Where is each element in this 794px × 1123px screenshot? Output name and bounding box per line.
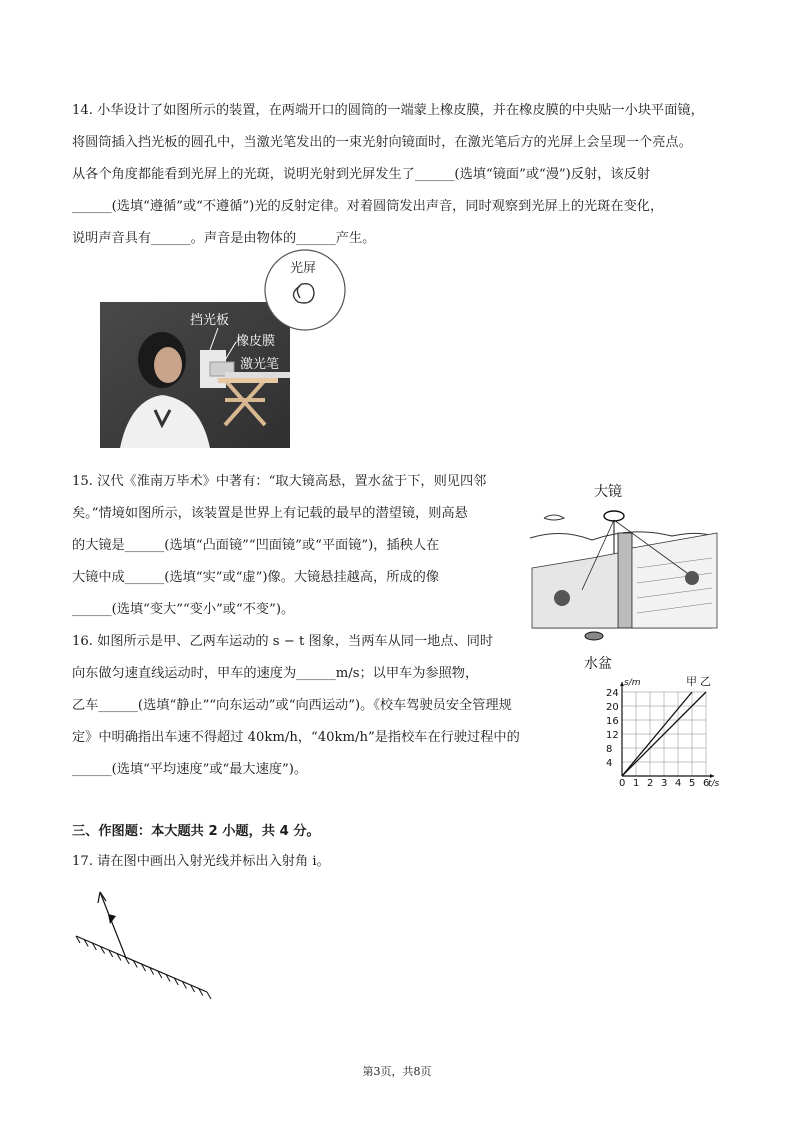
board-label: 挡光板 [190, 313, 230, 328]
y-tick-label: 16 [606, 716, 619, 727]
field [632, 533, 717, 628]
q15-figure [522, 478, 722, 678]
q16-line-4: 定》中明确指出车速不得超过 40km/h，“40km/h”是指校车在行驶过程中的 [72, 730, 520, 745]
q14-line-2: 将圆筒插入挡光板的圆孔中，当激光笔发出的一束光射向镜面时，在激光笔后方的光屏上会呈现一个亮点。 [72, 135, 692, 150]
membrane-label: 橡皮膜 [236, 334, 276, 349]
st-chart [598, 676, 718, 788]
x-tick-label: 6 [703, 778, 710, 789]
house [532, 553, 618, 628]
y-axis-label: s/m [624, 678, 641, 688]
q15-line-3: 的大镜是______(选填“凸面镜”“凹面镜”或“平面镜”)，插秧人在 [72, 538, 440, 553]
q16-line-2: 向东做匀速直线运动时，甲车的速度为______m/s；以甲车为参照物， [72, 666, 479, 681]
q15-line-1: 15. 汉代《淮南万毕术》中著有：“取大镜高悬，置水盆于下，则见四邻 [72, 474, 487, 489]
q16-line-3: 乙车______(选填“静止”“向东运动”或“向西运动”)。《校车驾驶员安全管理规 [72, 698, 512, 713]
laser-label: 激光笔 [240, 357, 280, 372]
screen-label: 光屏 [290, 261, 317, 276]
x-tick-label: 0 [619, 778, 626, 789]
person-planting [685, 571, 699, 585]
x-tick-label: 1 [633, 778, 640, 789]
x-axis-label: t/s [708, 779, 720, 789]
q15-line-2: 矣。”情境如图所示，该装置是世界上有记载的最早的潜望镜，则高悬 [72, 506, 468, 521]
person-sitting [554, 590, 570, 606]
x-axis-arrow-icon [710, 774, 714, 778]
q14-line-4: ______(选填“遵循”或“不遵循”)光的反射定律。对着圆筒发出声音，同时观察到光屏上的光斑在变化， [72, 199, 664, 214]
page-footer: 第3页，共8页 [362, 1065, 432, 1078]
mirror-hatching [76, 936, 211, 999]
x-tick-label: 4 [675, 778, 682, 789]
mirror-icon [604, 511, 624, 521]
q16-line-5: ______(选填“平均速度”或“最大速度”)。 [72, 762, 308, 777]
mirror-label: 大镜 [594, 484, 622, 500]
q15-line-5: ______(选填“变大”“变小”或“不变”)。 [72, 602, 295, 617]
y-tick-label: 20 [606, 702, 619, 713]
x-tick-label: 5 [689, 778, 696, 789]
basin-icon [585, 632, 603, 640]
x-tick-label: 2 [647, 778, 654, 789]
q17-figure [72, 882, 222, 1002]
y-tick-label: 24 [606, 688, 619, 699]
x-tick-label: 3 [661, 778, 668, 789]
y-tick-label: 4 [606, 758, 613, 769]
y-tick-label: 8 [606, 744, 613, 755]
q14-line-5: 说明声音具有______。声音是由物体的______产生。 [72, 231, 376, 246]
q14-line-1: 14. 小华设计了如图所示的装置，在两端开口的圆筒的一端蒙上橡皮膜，并在橡皮膜的中央贴一小块平面镜， [72, 103, 704, 118]
q14-figure [100, 250, 350, 450]
q14-line-3: 从各个角度都能看到光屏上的光斑，说明光射到光屏发生了______(选填“镜面”或“漫”)反射，该反射 [72, 167, 650, 182]
basin-label: 水盆 [584, 656, 612, 672]
laser-pen [225, 372, 290, 378]
hatch-line [207, 992, 211, 999]
section-3-heading: 三、作图题：本大题共 2 小题，共 4 分。 [72, 824, 320, 839]
q15-line-4: 大镜中成______(选填“实”或“虚”)像。大镜悬挂越高，所成的像 [72, 570, 439, 585]
y-tick-label: 12 [606, 730, 619, 741]
q16-line-1: 16. 如图所示是甲、乙两车运动的 s − t 图象，当两车从同一地点、同时 [72, 634, 494, 649]
q17-text: 17. 请在图中画出入射光线并标出入射角 i。 [72, 854, 330, 869]
wall [618, 533, 632, 628]
series-label: 甲 [686, 675, 697, 688]
series-label: 乙 [700, 675, 711, 688]
